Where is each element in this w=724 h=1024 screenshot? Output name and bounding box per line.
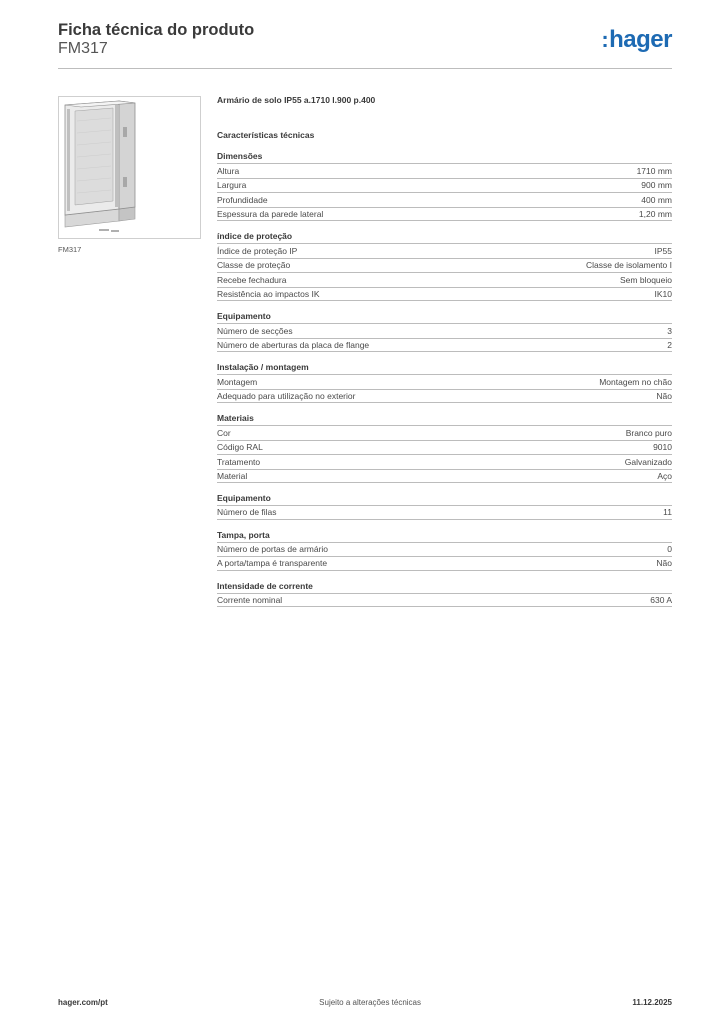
spec-label: Número de secções bbox=[217, 325, 293, 336]
spec-label: Largura bbox=[217, 180, 247, 191]
spec-row bbox=[217, 192, 672, 207]
spec-row bbox=[217, 287, 672, 302]
page-title: Ficha técnica do produto bbox=[58, 21, 255, 39]
spec-value: 9010 bbox=[653, 442, 672, 453]
spec-value: Não bbox=[656, 558, 672, 569]
spec-value: 1710 mm bbox=[636, 165, 672, 176]
spec-row bbox=[217, 593, 672, 608]
hager-logo bbox=[601, 26, 672, 54]
spec-label: Altura bbox=[217, 165, 240, 176]
spec-groups bbox=[217, 150, 672, 607]
spec-row bbox=[217, 178, 672, 193]
spec-rows bbox=[217, 163, 672, 221]
spec-row bbox=[217, 207, 672, 222]
spec-rows bbox=[217, 374, 672, 403]
spec-label: Classe de proteção bbox=[217, 260, 291, 271]
spec-label: A porta/tampa é transparente bbox=[217, 558, 328, 569]
section-heading: Características técnicas bbox=[217, 130, 315, 140]
spec-label: Material bbox=[217, 470, 248, 481]
spec-group bbox=[217, 150, 672, 221]
spec-label: Resistência ao impactos IK bbox=[217, 288, 320, 299]
spec-row bbox=[217, 469, 672, 484]
spec-value: 1,20 mm bbox=[638, 208, 672, 219]
footer-date: 11.12.2025 bbox=[632, 998, 672, 1007]
spec-row bbox=[217, 440, 672, 455]
spec-row bbox=[217, 425, 672, 440]
logo-text: hager bbox=[609, 26, 672, 53]
spec-value: Aço bbox=[657, 470, 672, 481]
spec-group-title: Instalação / montagem bbox=[217, 362, 309, 372]
spec-group-title: índice de proteção bbox=[217, 231, 293, 241]
image-caption: FM317 bbox=[58, 245, 82, 254]
spec-value: 0 bbox=[667, 544, 672, 555]
spec-row bbox=[217, 556, 672, 571]
spec-value: 400 mm bbox=[641, 194, 672, 205]
logo-dots-icon: : bbox=[601, 27, 609, 52]
spec-value: Montagem no chão bbox=[599, 376, 672, 387]
spec-value: IP55 bbox=[654, 245, 672, 256]
product-description: Armário de solo IP55 a.1710 l.900 p.400 bbox=[217, 95, 376, 105]
spec-label: Número de portas de armário bbox=[217, 544, 329, 555]
footer-notice: Sujeito a alterações técnicas bbox=[319, 998, 422, 1007]
spec-row bbox=[217, 258, 672, 273]
spec-group-title: Equipamento bbox=[217, 493, 271, 503]
spec-label: Montagem bbox=[217, 376, 258, 387]
spec-label: Código RAL bbox=[217, 442, 263, 453]
spec-row bbox=[217, 454, 672, 469]
spec-label: Corrente nominal bbox=[217, 594, 283, 605]
spec-value: 2 bbox=[667, 339, 672, 350]
spec-row bbox=[217, 272, 672, 287]
spec-row bbox=[217, 389, 672, 404]
spec-value: Galvanizado bbox=[624, 456, 672, 467]
spec-group-title: Equipamento bbox=[217, 311, 271, 321]
spec-group bbox=[217, 492, 672, 520]
spec-row bbox=[217, 243, 672, 258]
spec-label: Tratamento bbox=[217, 456, 261, 467]
spec-rows bbox=[217, 593, 672, 608]
spec-value: 900 mm bbox=[641, 180, 672, 191]
spec-group bbox=[217, 230, 672, 301]
spec-label: Recebe fechadura bbox=[217, 274, 287, 285]
spec-group bbox=[217, 412, 672, 483]
spec-row bbox=[217, 374, 672, 389]
spec-label: Cor bbox=[217, 427, 231, 438]
spec-group bbox=[217, 580, 672, 608]
spec-group-title: Intensidade de corrente bbox=[217, 580, 313, 591]
spec-value: IK10 bbox=[654, 288, 672, 299]
spec-label: Espessura da parede lateral bbox=[217, 208, 324, 219]
spec-group-title: Dimensões bbox=[217, 151, 263, 161]
footer-website: hager.com/pt bbox=[58, 998, 108, 1007]
spec-label: Profundidade bbox=[217, 194, 268, 205]
spec-group bbox=[217, 310, 672, 352]
spec-row bbox=[217, 542, 672, 557]
spec-row bbox=[217, 323, 672, 338]
spec-rows bbox=[217, 542, 672, 571]
spec-value: 630 A bbox=[650, 594, 672, 605]
spec-rows bbox=[217, 323, 672, 352]
spec-value: 3 bbox=[667, 325, 672, 336]
spec-rows bbox=[217, 505, 672, 520]
spec-value: Classe de isolamento I bbox=[586, 260, 672, 271]
spec-value: 11 bbox=[663, 507, 672, 518]
spec-label: Número de filas bbox=[217, 507, 277, 518]
spec-label: Adequado para utilização no exterior bbox=[217, 390, 356, 401]
spec-rows bbox=[217, 425, 672, 483]
spec-value: Branco puro bbox=[625, 427, 672, 438]
spec-row bbox=[217, 338, 672, 353]
spec-value: Não bbox=[656, 390, 672, 401]
page-footer bbox=[58, 998, 672, 1007]
spec-group-title: Tampa, porta bbox=[217, 529, 270, 540]
spec-row bbox=[217, 505, 672, 520]
product-image bbox=[58, 96, 201, 239]
spec-group-title: Materiais bbox=[217, 413, 254, 423]
spec-content bbox=[217, 95, 672, 616]
spec-group bbox=[217, 529, 672, 571]
cabinet-illustration-icon bbox=[59, 97, 200, 238]
product-code: FM317 bbox=[58, 40, 108, 57]
spec-rows bbox=[217, 243, 672, 301]
spec-value: Sem bloqueio bbox=[620, 274, 672, 285]
spec-group bbox=[217, 361, 672, 403]
spec-label: Índice de proteção IP bbox=[217, 245, 298, 256]
spec-row bbox=[217, 163, 672, 178]
spec-label: Número de aberturas da placa de flange bbox=[217, 339, 370, 350]
header-divider bbox=[58, 68, 672, 69]
